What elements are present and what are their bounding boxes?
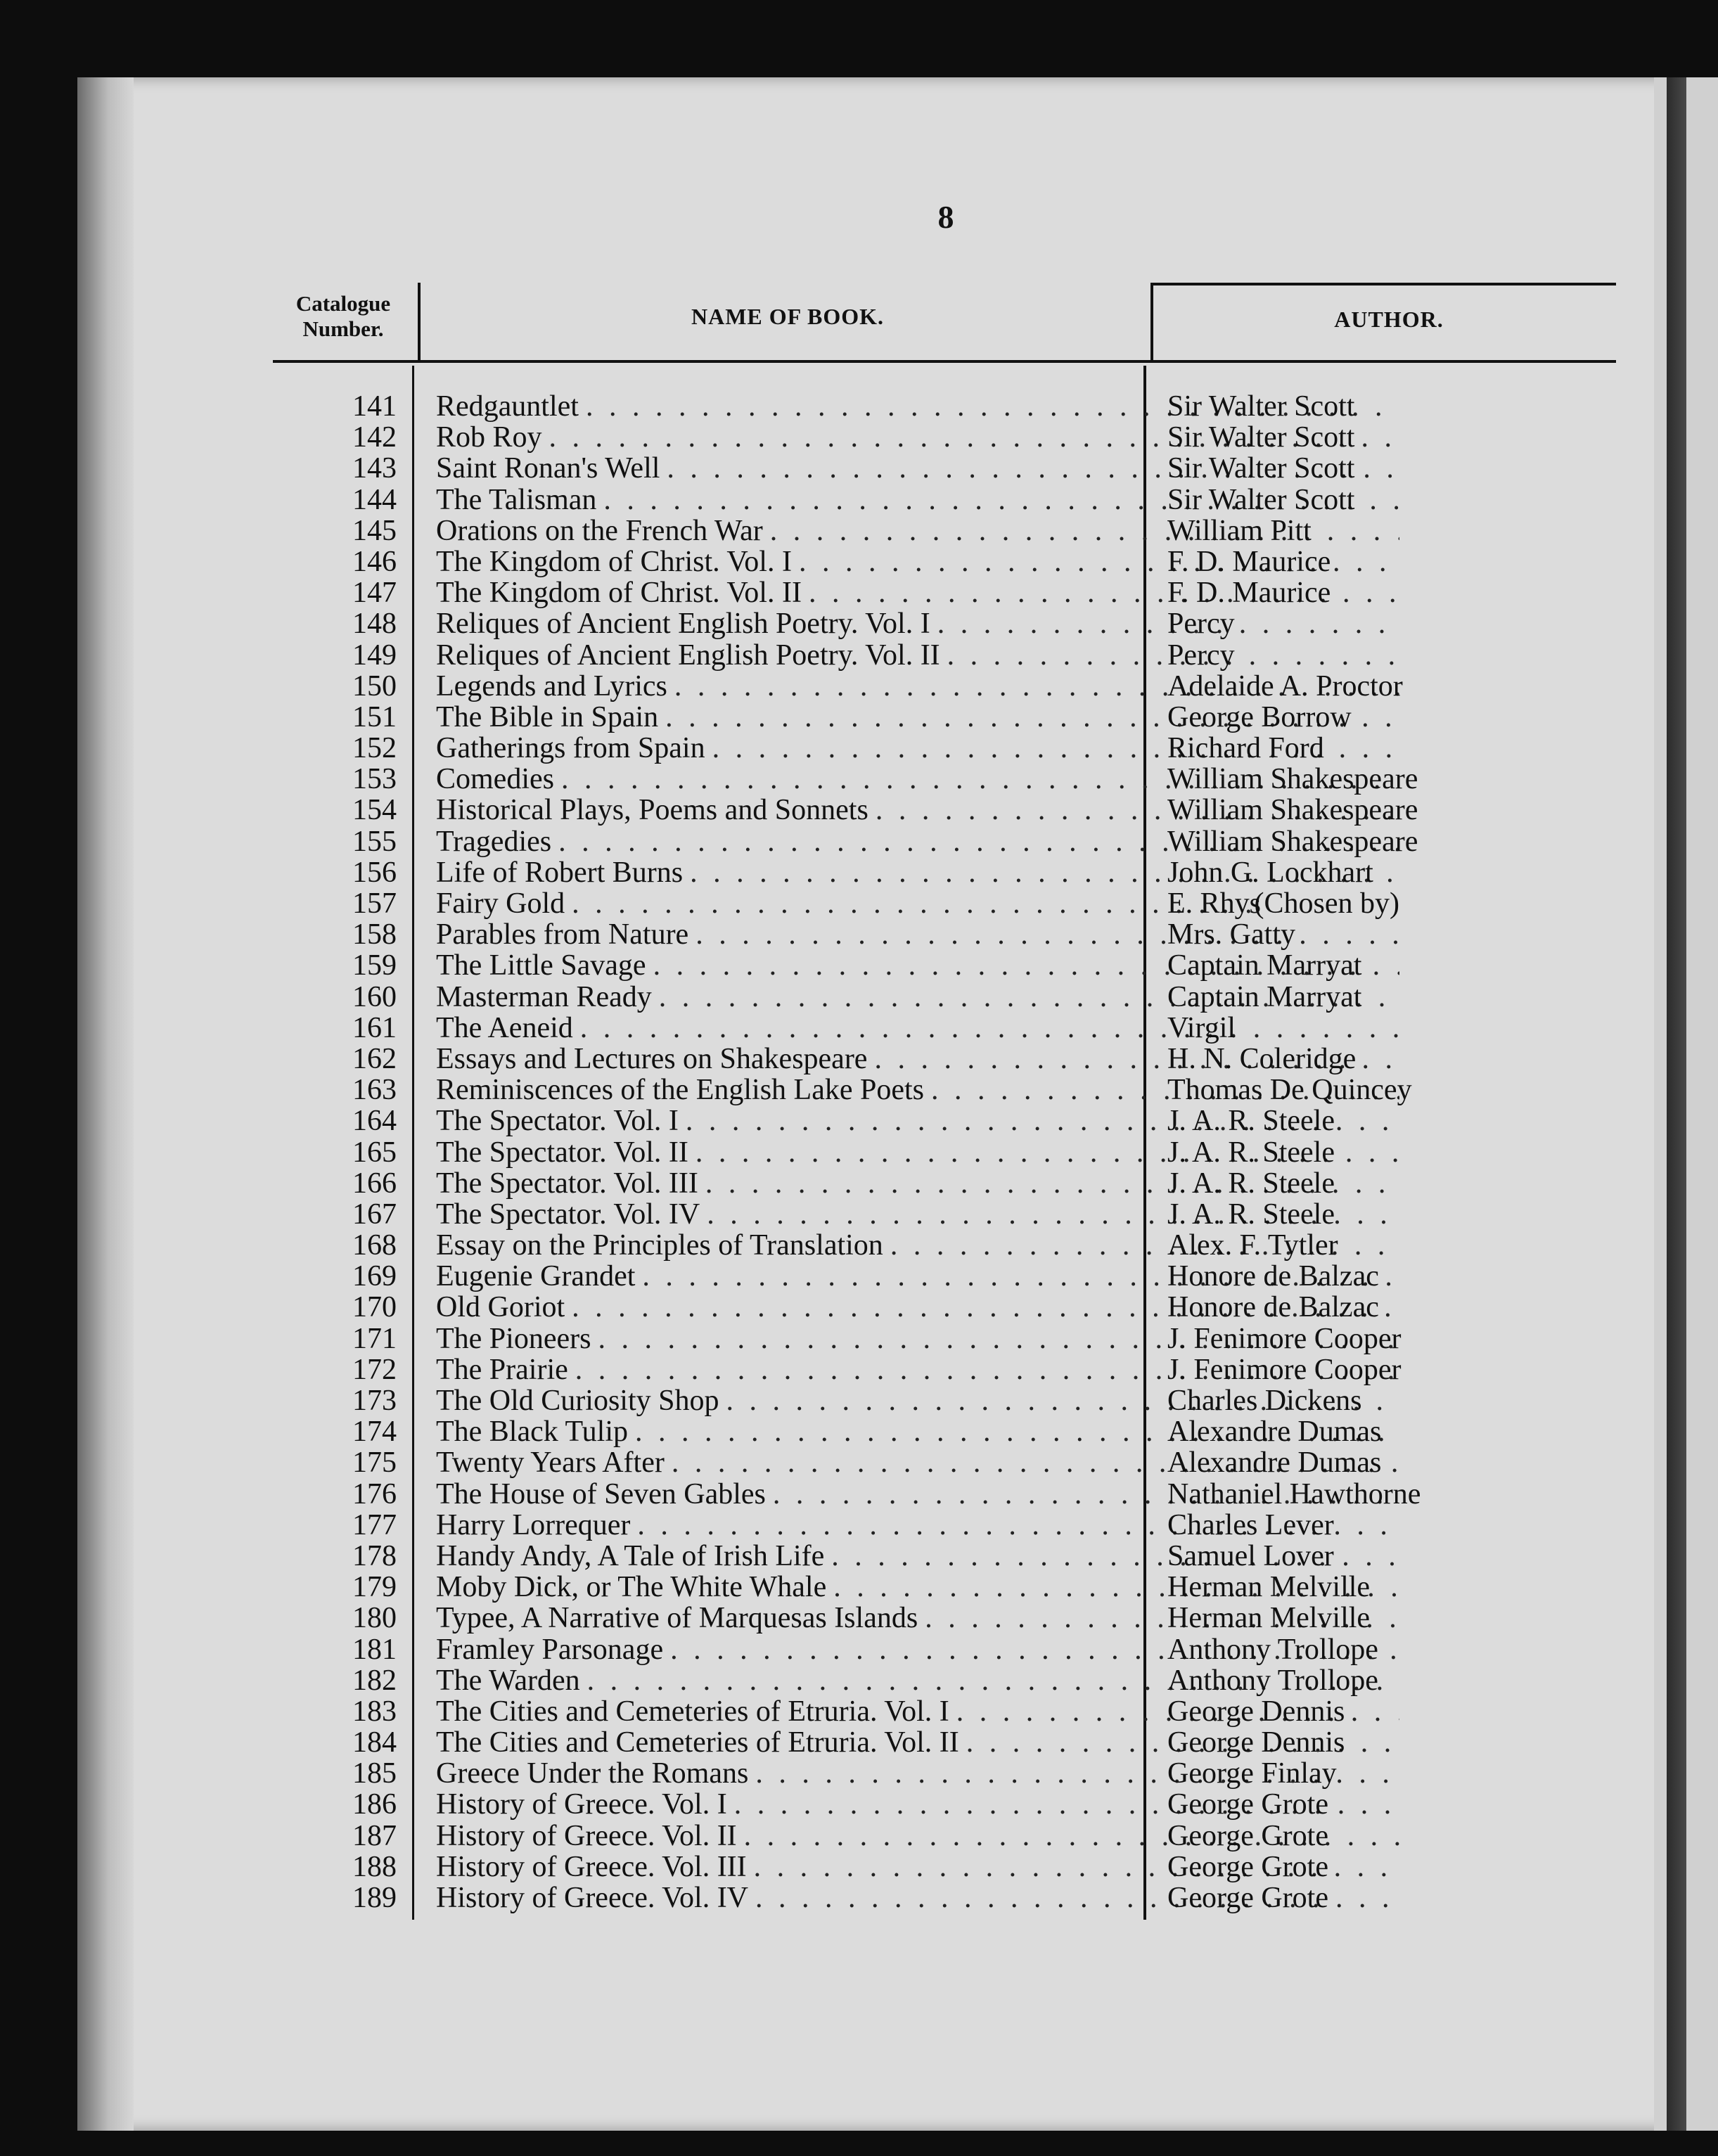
book-title: Moby Dick, or The White Whale (436, 1572, 827, 1603)
book-title: History of Greece. Vol. I (436, 1789, 727, 1821)
book-author: George Grote (1167, 1819, 1328, 1852)
list-item (267, 391, 1533, 422)
book-title: The Pioneers (436, 1323, 591, 1354)
book-title: Gatherings from Spain (436, 733, 705, 764)
page-gutter-shadow (1667, 77, 1686, 2131)
book-title: The Spectator. Vol. I (436, 1105, 679, 1137)
list-item (267, 1292, 1533, 1323)
page-number: 8 (937, 199, 954, 235)
book-title: Masterman Ready (436, 981, 652, 1013)
catalogue-number: 170 (352, 1291, 397, 1324)
book-title: The Cities and Cemeteries of Etruria. Vol. I (436, 1695, 949, 1727)
list-item (267, 1634, 1533, 1665)
catalogue-number: 173 (352, 1385, 397, 1417)
book-author: William Pitt (1167, 514, 1312, 547)
book-author: George Finlay (1167, 1757, 1337, 1790)
header-catalogue-number (273, 291, 414, 342)
header-author: AUTHOR. (1334, 307, 1444, 332)
list-item (267, 1758, 1533, 1789)
list-item (267, 1572, 1533, 1603)
catalogue-number: 176 (352, 1477, 397, 1510)
book-author: Nathaniel Hawthorne (1167, 1477, 1421, 1510)
catalogue-number: 146 (352, 545, 397, 578)
catalogue-number: 175 (352, 1446, 397, 1480)
header-divider-left (418, 283, 421, 360)
list-item (267, 919, 1533, 950)
book-author: F. D. Maurice (1167, 577, 1331, 610)
book-title: Reminiscences of the English Lake Poets (436, 1074, 925, 1106)
book-author: Alexandre Dumas (1167, 1416, 1382, 1449)
list-item (267, 577, 1533, 608)
list-item (267, 950, 1533, 981)
catalogue-number: 160 (352, 980, 397, 1013)
book-title: The Spectator. Vol. IV (436, 1198, 700, 1230)
book-author: William Shakespeare (1167, 794, 1418, 827)
list-item (267, 857, 1533, 888)
book-author: Thomas De Quincey (1167, 1074, 1412, 1107)
list-item (267, 1510, 1533, 1541)
book-author: John G. Lockhart (1167, 856, 1373, 889)
book-title: The Little Savage (436, 950, 646, 982)
catalogue-number: 163 (352, 1074, 397, 1107)
catalogue-number: 162 (352, 1042, 397, 1075)
book-author: Sir Walter Scott (1167, 390, 1355, 423)
list-item (267, 1354, 1533, 1385)
book-title: The Warden (436, 1664, 580, 1696)
catalogue-number: 161 (352, 1011, 397, 1044)
catalogue-number: 186 (352, 1788, 397, 1821)
catalogue-number: 187 (352, 1819, 397, 1852)
book-author: Alex. F. Tytler (1167, 1229, 1338, 1262)
book-title: Reliques of Ancient English Poetry. Vol. II (436, 639, 940, 671)
book-title: Handy Andy, A Tale of Irish Life (436, 1540, 825, 1572)
catalogue-number: 168 (352, 1229, 397, 1262)
catalogue-number: 167 (352, 1198, 397, 1231)
list-item (267, 1261, 1533, 1292)
list-item (267, 1789, 1533, 1820)
book-title: Essays and Lectures on Shakespeare (436, 1043, 868, 1074)
list-item (267, 795, 1533, 826)
catalogue-number: 178 (352, 1539, 397, 1572)
catalogue-number: 151 (352, 700, 397, 733)
list-item (267, 702, 1533, 733)
book-author: J. A. R. Steele (1167, 1167, 1335, 1200)
dot-leader (565, 888, 1250, 919)
catalogue-number: 172 (352, 1353, 397, 1386)
book-title: Reliques of Ancient English Poetry. Vol. I (436, 608, 930, 640)
list-item (267, 1541, 1533, 1572)
list-item (267, 1044, 1533, 1074)
list-item (267, 1821, 1533, 1852)
book-author: Herman Melville (1167, 1571, 1371, 1604)
book-author: George Dennis (1167, 1726, 1345, 1759)
book-author: Sir Walter Scott (1167, 452, 1355, 485)
catalogue-number: 166 (352, 1167, 397, 1200)
book-title: Fairy Gold (436, 888, 565, 919)
catalogue-number: 183 (352, 1695, 397, 1728)
book-author: Alexandre Dumas (1167, 1446, 1382, 1480)
book-author: Anthony Trollope (1167, 1664, 1378, 1697)
book-author: F. D. Maurice (1167, 545, 1331, 578)
book-title: Rob Roy (436, 422, 542, 454)
catalogue-number: 149 (352, 639, 397, 672)
book-title: Orations on the French War (436, 515, 763, 546)
book-author: George Dennis (1167, 1695, 1345, 1728)
catalogue-number: 180 (352, 1602, 397, 1635)
book-author: J. A. R. Steele (1167, 1136, 1335, 1169)
book-author: Percy (1167, 608, 1235, 641)
book-title: Comedies (436, 764, 554, 795)
book-author: Adelaide A. Proctor (1167, 669, 1403, 702)
book-title: History of Greece. Vol. III (436, 1851, 747, 1882)
book-title: The Kingdom of Christ. Vol. II (436, 577, 802, 609)
book-title: Framley Parsonage (436, 1634, 664, 1665)
book-author: J. Fenimore Cooper (1167, 1322, 1402, 1355)
catalogue-number: 144 (352, 483, 397, 516)
book-title: The Talisman (436, 484, 597, 515)
catalogue-number: 189 (352, 1882, 397, 1914)
header-divider-right (1150, 283, 1153, 360)
list-item (267, 1074, 1533, 1105)
book-title: The Cities and Cemeteries of Etruria. Vol. II (436, 1727, 959, 1759)
list-item (267, 1385, 1533, 1416)
book-author: E. Rhys (1167, 887, 1262, 920)
list-item (267, 1013, 1533, 1044)
list-item (267, 733, 1533, 764)
book-author: J. A. R. Steele (1167, 1198, 1335, 1231)
list-item (267, 422, 1533, 453)
book-title: History of Greece. Vol. IV (436, 1882, 749, 1913)
list-item (267, 671, 1533, 702)
catalogue-number: 152 (352, 732, 397, 765)
catalogue-number: 148 (352, 608, 397, 641)
book-author: George Grote (1167, 1788, 1328, 1821)
list-item (267, 1603, 1533, 1634)
book-author: Samuel Lover (1167, 1539, 1334, 1572)
list-item (267, 515, 1533, 546)
book-title: The House of Seven Gables (436, 1478, 766, 1510)
catalogue-number: 155 (352, 825, 397, 858)
header-catalogue-line2: Number. (302, 316, 384, 341)
book-author: Mrs. Gatty (1167, 918, 1295, 951)
book-title: Harry Lorrequer (436, 1509, 631, 1541)
catalogue-number: 142 (352, 421, 397, 454)
list-item (267, 640, 1533, 671)
book-title: Redgauntlet (436, 391, 579, 422)
book-author: Herman Melville (1167, 1602, 1371, 1635)
list-item (267, 1230, 1533, 1261)
header-bottom-rule (273, 360, 1616, 363)
book-title: The Black Tulip (436, 1416, 629, 1448)
catalogue-number: 182 (352, 1664, 397, 1697)
catalogue-number: 156 (352, 856, 397, 889)
header-top-rule (1152, 283, 1616, 285)
book-author: Sir Walter Scott (1167, 483, 1355, 516)
list-item (267, 1479, 1533, 1510)
list-item (267, 1168, 1533, 1199)
book-title: Parables from Nature (436, 919, 689, 951)
header-name-of-book: NAME OF BOOK. (691, 304, 885, 329)
book-title-note: (Chosen by) (1254, 888, 1399, 919)
book-title: Eugenie Grandet (436, 1261, 636, 1292)
catalogue-number: 147 (352, 577, 397, 610)
list-item (267, 1665, 1533, 1696)
book-author: Virgil (1167, 1011, 1236, 1044)
book-title: Old Goriot (436, 1292, 565, 1323)
book-title: Greece Under the Romans (436, 1758, 749, 1790)
book-title: Legends and Lyrics (436, 670, 667, 702)
catalogue-number: 169 (352, 1260, 397, 1293)
book-author: Percy (1167, 639, 1235, 672)
book-author: Honore de Balzac (1167, 1260, 1379, 1293)
catalogue-number: 157 (352, 887, 397, 920)
catalogue-number: 179 (352, 1571, 397, 1604)
catalogue-number: 143 (352, 452, 397, 485)
list-item (267, 1727, 1533, 1758)
catalogue-number: 164 (352, 1105, 397, 1138)
book-author: Captain Marryat (1167, 949, 1362, 982)
book-title: Saint Ronan's Well (436, 453, 660, 485)
list-item (267, 485, 1533, 515)
book-title: Typee, A Narrative of Marquesas Islands (436, 1603, 918, 1634)
book-author: George Grote (1167, 1882, 1328, 1914)
book-title: The Aeneid (436, 1012, 573, 1044)
book-title: The Bible in Spain (436, 701, 659, 733)
list-item (267, 1416, 1533, 1447)
list-item (267, 1137, 1533, 1168)
list-item (267, 1105, 1533, 1136)
catalogue-number: 158 (352, 918, 397, 951)
catalogue-number: 154 (352, 794, 397, 827)
book-author: J. Fenimore Cooper (1167, 1353, 1402, 1386)
book-title: Essay on the Principles of Translation (436, 1230, 883, 1262)
book-author: George Grote (1167, 1850, 1328, 1883)
book-author: Honore de Balzac (1167, 1291, 1379, 1324)
list-item (267, 826, 1533, 857)
catalogue-number: 184 (352, 1726, 397, 1759)
list-item (267, 608, 1533, 639)
catalogue-number: 188 (352, 1850, 397, 1883)
book-title: History of Greece. Vol. II (436, 1820, 737, 1852)
book-title: The Prairie (436, 1354, 568, 1385)
book-author: Captain Marryat (1167, 980, 1362, 1013)
book-author: J. A. R. Steele (1167, 1105, 1335, 1138)
list-item (267, 888, 1533, 919)
list-item (267, 764, 1533, 795)
list-item (267, 982, 1533, 1013)
book-title: The Spectator. Vol. II (436, 1136, 688, 1168)
book-author: Charles Lever (1167, 1508, 1334, 1541)
catalogue-number: 174 (352, 1416, 397, 1449)
catalogue-number: 181 (352, 1633, 397, 1666)
catalogue-number: 185 (352, 1757, 397, 1790)
list-item (267, 453, 1533, 484)
list-item (267, 1852, 1533, 1882)
list-item (267, 1323, 1533, 1354)
header-catalogue-line1: Catalogue (295, 291, 391, 316)
page-binding-edge (77, 77, 134, 2131)
list-item (267, 1199, 1533, 1230)
catalogue-number: 141 (352, 390, 397, 423)
book-title: Life of Robert Burns (436, 856, 684, 888)
catalogue-number: 171 (352, 1322, 397, 1355)
catalogue-number: 177 (352, 1508, 397, 1541)
catalogue-number: 150 (352, 669, 397, 702)
catalogue-number: 145 (352, 514, 397, 547)
list-item (267, 1882, 1533, 1913)
book-author: George Borrow (1167, 700, 1352, 733)
book-title: The Old Curiosity Shop (436, 1385, 719, 1416)
list-item (267, 1447, 1533, 1478)
book-author: Anthony Trollope (1167, 1633, 1378, 1666)
book-author: Richard Ford (1167, 732, 1324, 765)
catalogue-number: 165 (352, 1136, 397, 1169)
book-title: Historical Plays, Poems and Sonnets (436, 795, 868, 826)
catalogue-number: 159 (352, 949, 397, 982)
book-title: The Kingdom of Christ. Vol. I (436, 546, 792, 577)
book-author: Sir Walter Scott (1167, 421, 1355, 454)
book-author: William Shakespeare (1167, 825, 1418, 858)
book-author: Charles Dickens (1167, 1385, 1362, 1417)
catalogue-number: 153 (352, 763, 397, 796)
book-title: Twenty Years After (436, 1447, 665, 1479)
book-author: H. N. Coleridge (1167, 1042, 1357, 1075)
catalogue-list (267, 391, 1533, 1913)
book-title: The Spectator. Vol. III (436, 1167, 698, 1199)
list-item (267, 1696, 1533, 1727)
list-item (267, 546, 1533, 577)
book-author: William Shakespeare (1167, 763, 1418, 796)
book-title: Tragedies (436, 826, 552, 857)
